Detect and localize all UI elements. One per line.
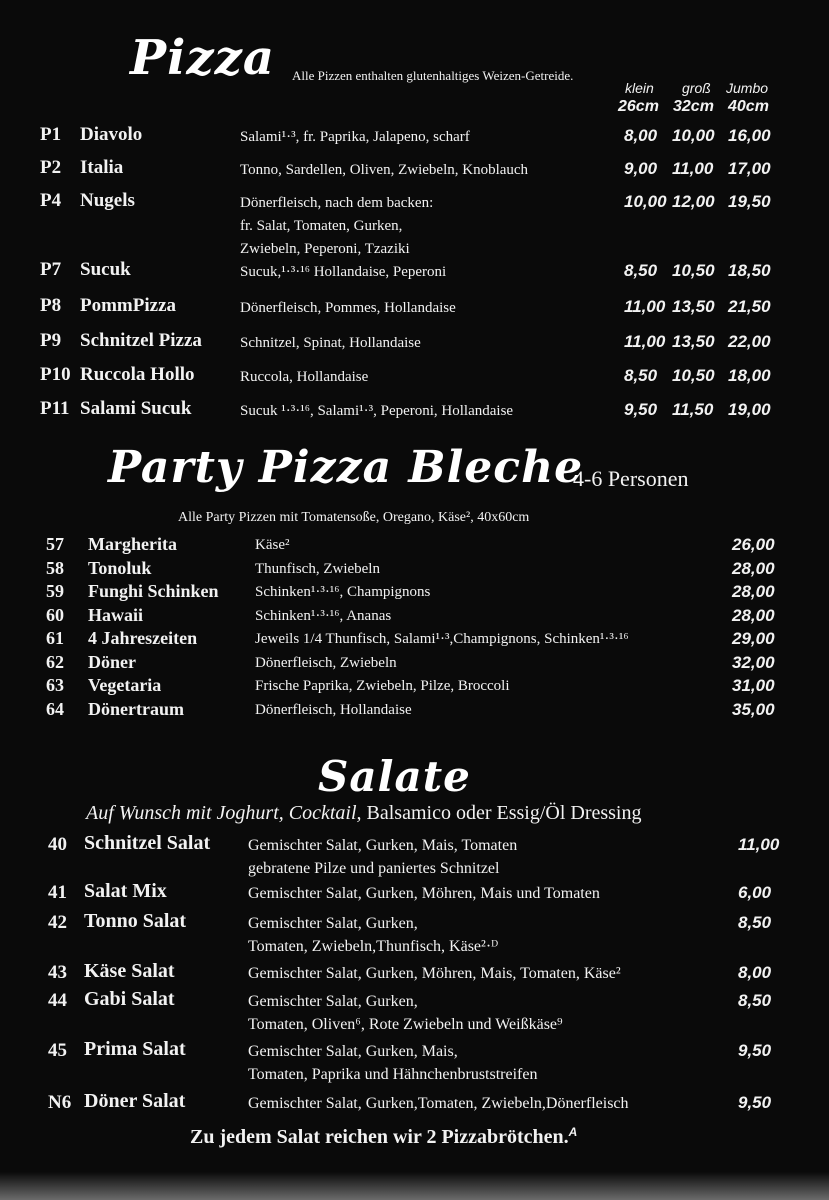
party-name: Dönertraum bbox=[88, 698, 184, 719]
salad-desc: Tomaten, Paprika und Hähnchenbruststreifen bbox=[248, 1066, 538, 1083]
party-desc: Dönerfleisch, Hollandaise bbox=[255, 701, 412, 718]
pizza-price: 22,00 bbox=[728, 332, 771, 351]
pizza-price: 10,00 bbox=[624, 192, 667, 211]
pizza-code: P11 bbox=[40, 398, 70, 419]
party-price: 35,00 bbox=[732, 699, 775, 719]
pizza-price: 10,00 bbox=[672, 126, 715, 145]
salad-desc: Gemischter Salat, Gurken, Mais, bbox=[248, 1043, 458, 1060]
pizza-code: P7 bbox=[40, 259, 62, 280]
salad-name: Tonno Salat bbox=[84, 910, 187, 932]
party-desc: Thunfisch, Zwiebeln bbox=[255, 560, 380, 577]
salad-name: Prima Salat bbox=[84, 1038, 186, 1060]
salad-price: 6,00 bbox=[738, 883, 772, 902]
party-name: Funghi Schinken bbox=[88, 581, 219, 601]
pizza-row bbox=[0, 259, 829, 289]
pizza-code: P8 bbox=[40, 295, 62, 316]
dressing-line bbox=[86, 802, 642, 825]
pizza-price: 10,50 bbox=[672, 366, 715, 385]
party-num: 59 bbox=[46, 581, 64, 601]
pizza-row bbox=[0, 124, 829, 154]
pizza-row bbox=[0, 330, 829, 360]
pizza-price: 8,00 bbox=[624, 126, 658, 145]
pizza-desc: Ruccola, Hollandaise bbox=[240, 369, 369, 385]
party-row bbox=[0, 605, 829, 629]
size-label-gross: groß bbox=[682, 80, 711, 96]
salad-price: 8,00 bbox=[738, 963, 772, 982]
size-dim-26: 26cm bbox=[618, 98, 659, 115]
party-row bbox=[0, 699, 829, 723]
pizza-name: PommPizza bbox=[80, 295, 177, 316]
salad-price: 8,50 bbox=[738, 913, 772, 932]
party-num: 64 bbox=[46, 698, 64, 719]
pizza-price: 11,50 bbox=[672, 400, 714, 419]
pizza-price: 12,00 bbox=[672, 192, 715, 211]
size-dim-40: 40cm bbox=[728, 98, 769, 115]
pizza-price: 19,00 bbox=[728, 400, 771, 419]
party-persons: 4-6 Personen bbox=[573, 466, 689, 491]
size-label-klein: klein bbox=[625, 80, 654, 96]
salad-desc: Gemischter Salat, Gurken, bbox=[248, 993, 418, 1010]
party-name: Vegetaria bbox=[88, 675, 162, 695]
pizza-row bbox=[0, 295, 829, 325]
pizza-code: P4 bbox=[40, 190, 62, 211]
salad-desc: Gemischter Salat, Gurken, bbox=[248, 915, 418, 932]
salad-row bbox=[0, 832, 829, 877]
salad-footer-text: Zu jedem Salat reichen wir 2 Pizzabrötchen. bbox=[190, 1126, 569, 1148]
pizza-price: 13,50 bbox=[672, 297, 715, 316]
salad-desc: Gemischter Salat, Gurken, Möhren, Mais und Tomaten bbox=[248, 885, 600, 902]
pizza-price: 11,00 bbox=[672, 159, 714, 178]
salad-desc: gebratene Pilze und paniertes Schnitzel bbox=[248, 860, 500, 877]
party-desc: Käse² bbox=[255, 537, 290, 553]
salad-num: 41 bbox=[48, 882, 67, 903]
pizza-price: 10,50 bbox=[672, 261, 715, 280]
party-desc: Schinken¹·³·¹⁶, Ananas bbox=[255, 607, 392, 624]
party-desc: Dönerfleisch, Zwiebeln bbox=[255, 654, 397, 671]
party-name: Hawaii bbox=[88, 604, 144, 625]
pizza-name: Italia bbox=[80, 157, 124, 178]
party-price: 32,00 bbox=[732, 652, 775, 672]
pizza-row bbox=[0, 190, 829, 257]
salad-num: 43 bbox=[48, 962, 67, 983]
party-price: 28,00 bbox=[732, 558, 775, 578]
party-row bbox=[0, 534, 829, 558]
pizza-code: P1 bbox=[40, 124, 62, 145]
salad-num: N6 bbox=[48, 1092, 72, 1113]
pizza-row bbox=[0, 364, 829, 394]
pizza-name: Schnitzel Pizza bbox=[80, 330, 202, 351]
party-desc: Schinken¹·³·¹⁶, Champignons bbox=[255, 584, 431, 600]
pizza-price: 11,00 bbox=[624, 332, 666, 351]
pizza-name: Salami Sucuk bbox=[80, 398, 192, 419]
pizza-price: 18,50 bbox=[728, 261, 771, 280]
party-price: 31,00 bbox=[732, 676, 775, 695]
pizza-desc: Tonno, Sardellen, Oliven, Zwiebeln, Knoblauch bbox=[240, 162, 529, 178]
pizza-code: P9 bbox=[40, 330, 62, 351]
salad-row bbox=[0, 960, 829, 990]
party-name: Tonoluk bbox=[88, 557, 152, 578]
party-row bbox=[0, 652, 829, 676]
salad-name: Döner Salat bbox=[84, 1090, 186, 1112]
party-row bbox=[0, 675, 829, 699]
salad-name: Schnitzel Salat bbox=[84, 832, 211, 854]
bottom-edge bbox=[0, 1172, 829, 1200]
party-num: 61 bbox=[46, 628, 64, 648]
salate-title: Salate bbox=[318, 752, 471, 801]
pizza-price: 19,50 bbox=[728, 192, 771, 211]
dressing-italic: Auf Wunsch mit Joghurt, Cocktail, bbox=[86, 802, 362, 824]
salad-desc: Tomaten, Oliven⁶, Rote Zwiebeln und Weißkäse⁹ bbox=[248, 1016, 563, 1033]
pizza-price: 9,00 bbox=[624, 159, 658, 178]
salad-price: 9,50 bbox=[738, 1041, 772, 1060]
pizza-desc: Schnitzel, Spinat, Hollandaise bbox=[240, 335, 421, 351]
salad-footer bbox=[190, 1126, 577, 1149]
pizza-name: Diavolo bbox=[80, 124, 143, 145]
pizza-price: 8,50 bbox=[624, 261, 658, 280]
salad-desc: Gemischter Salat, Gurken,Tomaten, Zwiebeln,Dönerfleisch bbox=[248, 1095, 629, 1112]
salad-name: Gabi Salat bbox=[84, 988, 175, 1010]
salad-price: 9,50 bbox=[738, 1093, 772, 1112]
pizza-row bbox=[0, 157, 829, 187]
party-row bbox=[0, 628, 829, 652]
salad-name: Salat Mix bbox=[84, 880, 167, 902]
party-price: 28,00 bbox=[732, 605, 775, 625]
pizza-price: 13,50 bbox=[672, 332, 715, 351]
pizza-price: 18,00 bbox=[728, 366, 771, 385]
party-row bbox=[0, 581, 829, 605]
party-note: Alle Party Pizzen mit Tomatensoße, Oregano, Käse², 40x60cm bbox=[178, 510, 530, 525]
salad-num: 44 bbox=[48, 990, 67, 1011]
party-name: Döner bbox=[88, 651, 136, 672]
pizza-title: Pizza bbox=[130, 30, 275, 86]
salad-desc: Tomaten, Zwiebeln,Thunfisch, Käse²·ᴰ bbox=[248, 938, 499, 955]
salad-row bbox=[0, 988, 829, 1033]
pizza-desc: Dönerfleisch, Pommes, Hollandaise bbox=[240, 300, 456, 316]
pizza-desc: Sucuk,¹·³·¹⁶ Hollandaise, Peperoni bbox=[240, 264, 447, 280]
size-label-jumbo: Jumbo bbox=[726, 80, 769, 96]
pizza-desc: Dönerfleisch, nach dem backen: bbox=[240, 195, 434, 211]
salad-desc: Gemischter Salat, Gurken, Mais, Tomaten bbox=[248, 837, 518, 854]
pizza-row bbox=[0, 398, 829, 428]
salad-footer-mark: A bbox=[568, 1125, 578, 1139]
salad-row bbox=[0, 1090, 829, 1120]
dressing-rest: Balsamico oder Essig/Öl Dressing bbox=[361, 802, 642, 824]
party-num: 62 bbox=[46, 651, 64, 672]
party-row bbox=[0, 558, 829, 582]
salad-row bbox=[0, 880, 829, 910]
pizza-price: 21,50 bbox=[728, 297, 771, 316]
salad-num: 40 bbox=[48, 834, 67, 855]
salad-num: 42 bbox=[48, 912, 67, 933]
salad-num: 45 bbox=[48, 1040, 67, 1061]
pizza-price: 9,50 bbox=[624, 400, 658, 419]
party-name: 4 Jahreszeiten bbox=[88, 628, 198, 648]
pizza-code: P2 bbox=[40, 157, 62, 178]
size-dim-32: 32cm bbox=[673, 98, 714, 115]
salad-price: 8,50 bbox=[738, 991, 772, 1010]
party-price: 26,00 bbox=[732, 535, 775, 554]
salad-row bbox=[0, 1038, 829, 1083]
party-price: 29,00 bbox=[732, 629, 775, 648]
pizza-name: Nugels bbox=[80, 190, 135, 211]
pizza-desc: Zwiebeln, Peperoni, Tzaziki bbox=[240, 241, 410, 257]
pizza-gluten-note: Alle Pizzen enthalten glutenhaltiges Weizen-Getreide. bbox=[292, 68, 574, 83]
party-desc: Frische Paprika, Zwiebeln, Pilze, Broccoli bbox=[255, 678, 510, 694]
party-num: 58 bbox=[46, 557, 64, 578]
party-price: 28,00 bbox=[732, 582, 775, 601]
pizza-code: P10 bbox=[40, 364, 71, 385]
pizza-price: 16,00 bbox=[728, 126, 771, 145]
pizza-name: Sucuk bbox=[80, 259, 131, 280]
salad-price: 11,00 bbox=[738, 835, 780, 854]
salad-name: Käse Salat bbox=[84, 960, 175, 982]
party-num: 63 bbox=[46, 675, 64, 695]
party-num: 57 bbox=[46, 534, 64, 554]
party-title: Party Pizza Bleche bbox=[108, 442, 584, 493]
pizza-desc: Salami¹·³, fr. Paprika, Jalapeno, scharf bbox=[240, 129, 470, 145]
salad-row bbox=[0, 910, 829, 955]
pizza-price: 8,50 bbox=[624, 366, 658, 385]
salad-desc: Gemischter Salat, Gurken, Möhren, Mais, Tomaten, Käse² bbox=[248, 965, 621, 982]
pizza-desc: fr. Salat, Tomaten, Gurken, bbox=[240, 218, 403, 234]
pizza-desc: Sucuk ¹·³·¹⁶, Salami¹·³, Peperoni, Hollandaise bbox=[240, 403, 514, 419]
party-num: 60 bbox=[46, 604, 64, 625]
pizza-name: Ruccola Hollo bbox=[80, 364, 195, 385]
party-desc: Jeweils 1/4 Thunfisch, Salami¹·³,Champignons, Schinken¹·³·¹⁶ bbox=[255, 631, 629, 647]
pizza-price: 17,00 bbox=[728, 159, 771, 178]
party-name: Margherita bbox=[88, 534, 177, 554]
pizza-price: 11,00 bbox=[624, 297, 666, 316]
